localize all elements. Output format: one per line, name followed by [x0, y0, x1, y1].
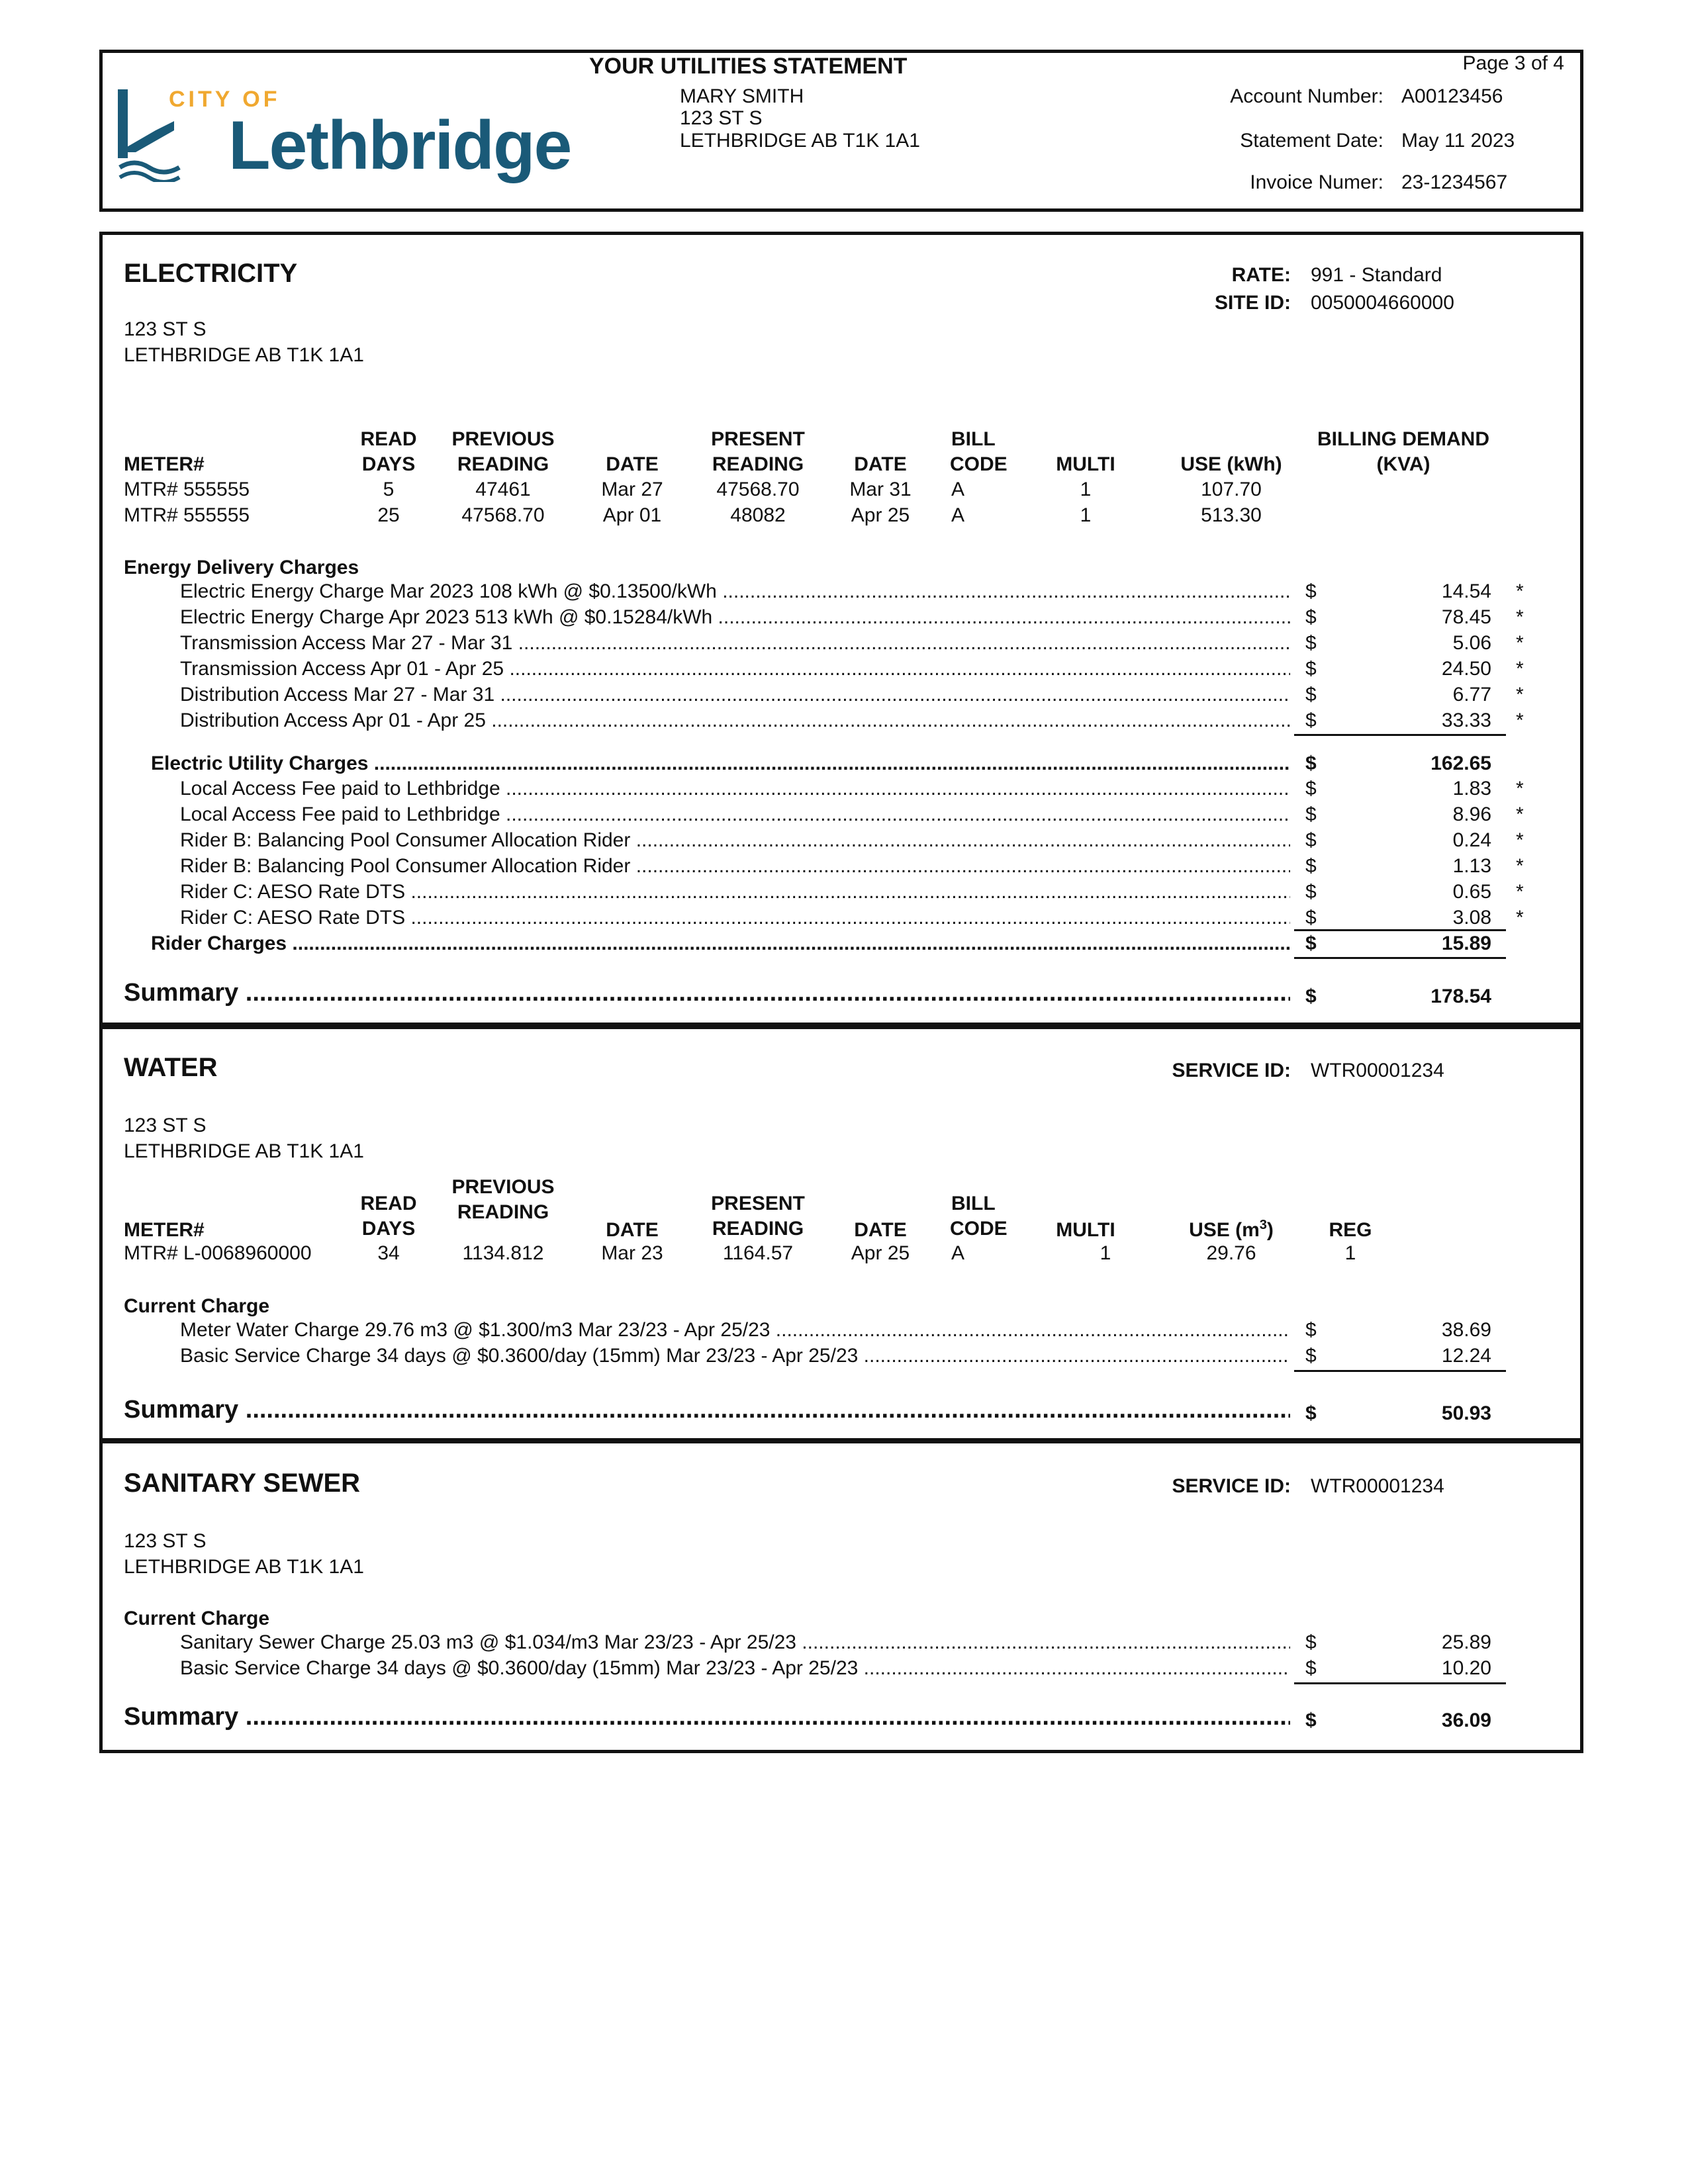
- water-service-id-label: SERVICE ID:: [1172, 1060, 1291, 1081]
- page-number: Page 3 of 4: [1462, 52, 1564, 74]
- meter-row-use: 513.30: [1201, 504, 1262, 526]
- rider-charges-total: 15.89: [1441, 933, 1491, 954]
- rider-total-underline: [1294, 957, 1506, 959]
- charge-line-description: Local Access Fee paid to Lethbridge .....: [180, 803, 1290, 827]
- charge-line-description: Distribution Access Apr 01 - Apr 25 .....: [180, 709, 1290, 733]
- charge-line-star: *: [1516, 829, 1524, 851]
- electricity-address-1: 123 ST S: [124, 318, 207, 340]
- col-previous-reading: [437, 427, 569, 477]
- meter-row-meter: MTR# 555555: [124, 478, 250, 500]
- charge-line-star: *: [1516, 803, 1524, 825]
- water-col-use-close: ): [1266, 1219, 1274, 1241]
- water-col-present-reading: [692, 1191, 824, 1242]
- customer-address-1: 123 ST S: [680, 107, 763, 129]
- charge-line-star: *: [1516, 907, 1524, 929]
- col-read: [349, 427, 428, 477]
- charge-line-star: *: [1516, 632, 1524, 654]
- sewer-summary-text: Summary: [124, 1703, 239, 1731]
- electricity-summary-total: 178.54: [1430, 985, 1491, 1007]
- meter-row-multi: 1: [1080, 504, 1092, 526]
- sewer-underline: [1294, 1682, 1506, 1684]
- charge-line-description: Sanitary Sewer Charge 25.03 m3 @ $1.034/m3 Mar 23/23 - Apr 25/23 .....: [180, 1631, 1290, 1655]
- electric-utility-charges-currency: $: [1305, 752, 1317, 774]
- charge-line-currency: $: [1305, 881, 1317, 903]
- meter-row-present: 48082: [730, 504, 786, 526]
- charge-line-currency: $: [1305, 632, 1317, 654]
- electricity-summary-text: Summary: [124, 979, 239, 1007]
- invoice-number-label: Invoice Numer:: [1250, 171, 1383, 193]
- electricity-summary-label: [124, 978, 1290, 1007]
- charge-line-description: Rider B: Balancing Pool Consumer Allocation Rider .....: [180, 829, 1290, 852]
- water-underline: [1294, 1370, 1506, 1372]
- charge-line-currency: $: [1305, 1345, 1317, 1367]
- col-present-reading: [692, 427, 824, 477]
- water-col-bill-line2: CODE: [950, 1218, 1008, 1240]
- charge-line-amount: 5.06: [1452, 632, 1491, 654]
- water-col-bill-code: [950, 1191, 1008, 1242]
- meter-row-present: 47568.70: [716, 478, 800, 500]
- water-col-previous-reading: [437, 1175, 569, 1225]
- meter-row-date: Mar 27: [601, 478, 663, 500]
- meter-row-date-2: Apr 25: [851, 504, 910, 526]
- rate-value: 991 - Standard: [1311, 264, 1442, 286]
- electricity-title: ELECTRICITY: [124, 259, 298, 288]
- col-read-line1: READ: [360, 428, 417, 450]
- charge-line-amount: 8.96: [1452, 803, 1491, 825]
- col-bill-code: [950, 427, 1008, 477]
- charge-line-star: *: [1516, 855, 1524, 877]
- water-col-date: DATE: [606, 1219, 659, 1241]
- col-use-kwh: USE (kWh): [1180, 453, 1282, 475]
- water-col-use-m3: [1165, 1218, 1297, 1243]
- charge-line-description: Rider B: Balancing Pool Consumer Allocation Rider .....: [180, 854, 1290, 878]
- charge-line-description: Electric Energy Charge Mar 2023 108 kWh @ $0.13500/kWh .....: [180, 580, 1290, 604]
- charge-line-currency: $: [1305, 1631, 1317, 1653]
- charge-line-currency: $: [1305, 580, 1317, 602]
- col-previous-line1: PREVIOUS: [451, 428, 555, 450]
- charge-line-amount: 1.13: [1452, 855, 1491, 877]
- water-summary-total: 50.93: [1441, 1402, 1491, 1424]
- logo-city-text: CITY OF: [169, 87, 281, 112]
- meter-row-multi: 1: [1080, 478, 1092, 500]
- charge-line-amount: 1.83: [1452, 778, 1491, 799]
- charge-line-amount: 3.08: [1452, 907, 1491, 929]
- col-date: DATE: [606, 453, 659, 475]
- charge-line-description: Electric Energy Charge Apr 2023 513 kWh @ $0.15284/kWh .....: [180, 606, 1290, 629]
- charge-line-star: *: [1516, 778, 1524, 799]
- charge-line-amount: 0.24: [1452, 829, 1491, 851]
- meter-row-previous: 47461: [475, 478, 531, 500]
- charge-line-currency: $: [1305, 829, 1317, 851]
- col-billing-demand: [1304, 427, 1503, 477]
- customer-address-2: LETHBRIDGE AB T1K 1A1: [680, 130, 920, 152]
- col-read-line2: DAYS: [361, 453, 416, 475]
- sewer-summary-currency: $: [1305, 1709, 1317, 1731]
- meter-row-date-2: Mar 31: [849, 478, 912, 500]
- charge-line-currency: $: [1305, 1657, 1317, 1679]
- invoice-number-value: 23-1234567: [1401, 171, 1508, 193]
- site-id-value: 0050004660000: [1311, 292, 1454, 314]
- charge-line-star: *: [1516, 881, 1524, 903]
- water-address-2: LETHBRIDGE AB T1K 1A1: [124, 1140, 364, 1162]
- water-row-multi: 1: [1100, 1242, 1111, 1264]
- water-col-bill-line1: BILL: [951, 1193, 996, 1214]
- col-meter: METER#: [124, 453, 205, 475]
- sewer-address-2: LETHBRIDGE AB T1K 1A1: [124, 1556, 364, 1578]
- meter-row-days: 25: [377, 504, 400, 526]
- charge-line-description: Meter Water Charge 29.76 m3 @ $1.300/m3 Mar 23/23 - Apr 25/23 .....: [180, 1318, 1290, 1342]
- rider-charges-currency: $: [1305, 933, 1317, 954]
- statement-date-label: Statement Date:: [1240, 130, 1383, 152]
- col-present-line2: READING: [712, 453, 804, 475]
- col-date-2: DATE: [854, 453, 907, 475]
- water-col-use-text: USE (m: [1189, 1219, 1260, 1241]
- charge-line-star: *: [1516, 684, 1524, 705]
- water-col-meter: METER#: [124, 1219, 205, 1241]
- water-row-meter: MTR# L-0068960000: [124, 1242, 312, 1264]
- sewer-summary-total: 36.09: [1441, 1709, 1491, 1731]
- charge-line-currency: $: [1305, 606, 1317, 628]
- charge-line-amount: 10.20: [1441, 1657, 1491, 1679]
- site-id-label: SITE ID:: [1214, 292, 1291, 314]
- charge-line-description: Distribution Access Mar 27 - Mar 31 .....: [180, 683, 1290, 707]
- water-col-date-2: DATE: [854, 1219, 907, 1241]
- water-col-reg: REG: [1329, 1219, 1372, 1241]
- sewer-service-id-label: SERVICE ID:: [1172, 1475, 1291, 1497]
- charge-line-star: *: [1516, 580, 1524, 602]
- water-row-code: A: [951, 1242, 965, 1264]
- electricity-address-2: LETHBRIDGE AB T1K 1A1: [124, 344, 364, 366]
- charge-line-amount: 24.50: [1441, 658, 1491, 680]
- meter-row-code: A: [951, 504, 965, 526]
- charge-line-amount: 25.89: [1441, 1631, 1491, 1653]
- water-col-previous-line2: READING: [457, 1201, 549, 1223]
- water-summary-text: Summary: [124, 1396, 239, 1424]
- meter-row-date: Apr 01: [602, 504, 662, 526]
- water-col-present-line2: READING: [712, 1218, 804, 1240]
- rate-label: RATE:: [1231, 264, 1291, 286]
- col-present-line1: PRESENT: [711, 428, 805, 450]
- water-row-use: 29.76: [1206, 1242, 1256, 1264]
- sewer-title: SANITARY SEWER: [124, 1469, 361, 1498]
- charge-line-description: Basic Service Charge 34 days @ $0.3600/day (15mm) Mar 23/23 - Apr 25/23 .....: [180, 1657, 1290, 1680]
- water-title: WATER: [124, 1053, 218, 1082]
- water-summary-label: [124, 1395, 1290, 1424]
- water-row-previous: 1134.812: [462, 1242, 544, 1264]
- charge-line-currency: $: [1305, 855, 1317, 877]
- water-col-multi: MULTI: [1056, 1219, 1115, 1241]
- charge-line-currency: $: [1305, 803, 1317, 825]
- water-row-date: Mar 23: [601, 1242, 663, 1264]
- charge-line-amount: 33.33: [1441, 709, 1491, 731]
- charge-line-star: *: [1516, 658, 1524, 680]
- water-summary-currency: $: [1305, 1402, 1317, 1424]
- col-multi: MULTI: [1056, 453, 1115, 475]
- col-previous-line2: READING: [457, 453, 549, 475]
- charge-line-amount: 14.54: [1441, 580, 1491, 602]
- charge-line-description: Transmission Access Mar 27 - Mar 31 .....: [180, 631, 1290, 655]
- charge-line-star: *: [1516, 606, 1524, 628]
- charge-line-description: Basic Service Charge 34 days @ $0.3600/day (15mm) Mar 23/23 - Apr 25/23 .....: [180, 1344, 1290, 1368]
- col-demand-line1: BILLING DEMAND: [1317, 428, 1489, 450]
- charge-line-currency: $: [1305, 709, 1317, 731]
- meter-row-days: 5: [383, 478, 395, 500]
- water-row-present: 1164.57: [722, 1242, 794, 1264]
- charge-line-star: *: [1516, 709, 1524, 731]
- charge-line-currency: $: [1305, 684, 1317, 705]
- water-current-charge-title: Current Charge: [124, 1295, 270, 1317]
- water-col-read-line1: READ: [360, 1193, 417, 1214]
- charge-line-description: Rider C: AESO Rate DTS .....: [180, 880, 1290, 904]
- electric-utility-charges-total: 162.65: [1430, 752, 1491, 774]
- charge-line-currency: $: [1305, 907, 1317, 929]
- col-demand-line2: (KVA): [1376, 453, 1430, 475]
- rider-charges-label: Rider Charges .....: [151, 932, 1289, 956]
- charge-line-description: Local Access Fee paid to Lethbridge .....: [180, 777, 1290, 801]
- water-row-reg: 1: [1344, 1242, 1356, 1264]
- account-number-value: A00123456: [1401, 85, 1503, 107]
- water-row-days: 34: [377, 1242, 400, 1264]
- charge-line-description: Rider C: AESO Rate DTS .....: [180, 906, 1290, 930]
- water-col-present-line1: PRESENT: [711, 1193, 805, 1214]
- charge-line-currency: $: [1305, 658, 1317, 680]
- customer-name: MARY SMITH: [680, 85, 804, 107]
- meter-row-meter: MTR# 555555: [124, 504, 250, 526]
- charge-line-amount: 6.77: [1452, 684, 1491, 705]
- electric-utility-charges-label: Electric Utility Charges .....: [151, 752, 1289, 776]
- charge-line-amount: 12.24: [1441, 1345, 1491, 1367]
- charge-line-currency: $: [1305, 778, 1317, 799]
- water-row-date-2: Apr 25: [851, 1242, 910, 1264]
- sewer-service-id-value: WTR00001234: [1311, 1475, 1444, 1497]
- charge-line-currency: $: [1305, 1319, 1317, 1341]
- water-col-previous-line1: PREVIOUS: [451, 1176, 555, 1198]
- charge-line-amount: 38.69: [1441, 1319, 1491, 1341]
- charge-line-amount: 0.65: [1452, 881, 1491, 903]
- meter-row-use: 107.70: [1201, 478, 1262, 500]
- col-bill-line2: CODE: [950, 453, 1008, 475]
- city-logo: [116, 83, 592, 182]
- col-bill-line1: BILL: [951, 428, 996, 450]
- delivery-underline: [1294, 734, 1506, 736]
- water-service-id-value: WTR00001234: [1311, 1060, 1444, 1081]
- energy-delivery-title: Energy Delivery Charges: [124, 557, 359, 578]
- meter-row-code: A: [951, 478, 965, 500]
- sewer-current-charge-title: Current Charge: [124, 1608, 270, 1629]
- account-number-label: Account Number:: [1230, 85, 1383, 107]
- sewer-summary-label: [124, 1702, 1290, 1731]
- water-col-read-line2: DAYS: [361, 1218, 416, 1240]
- water-col-use-superscript: 3: [1259, 1218, 1267, 1232]
- logo-name-text: Lethbridge: [228, 107, 571, 184]
- electricity-summary-currency: $: [1305, 985, 1317, 1007]
- charge-line-amount: 78.45: [1441, 606, 1491, 628]
- meter-row-previous: 47568.70: [461, 504, 545, 526]
- statement-date-value: May 11 2023: [1401, 130, 1515, 152]
- sewer-address-1: 123 ST S: [124, 1530, 207, 1552]
- charge-line-description: Transmission Access Apr 01 - Apr 25 .....: [180, 657, 1290, 681]
- rider-underline: [1294, 929, 1506, 931]
- statement-title: YOUR UTILITIES STATEMENT: [589, 54, 908, 79]
- water-address-1: 123 ST S: [124, 1115, 207, 1136]
- water-col-read: [349, 1191, 428, 1242]
